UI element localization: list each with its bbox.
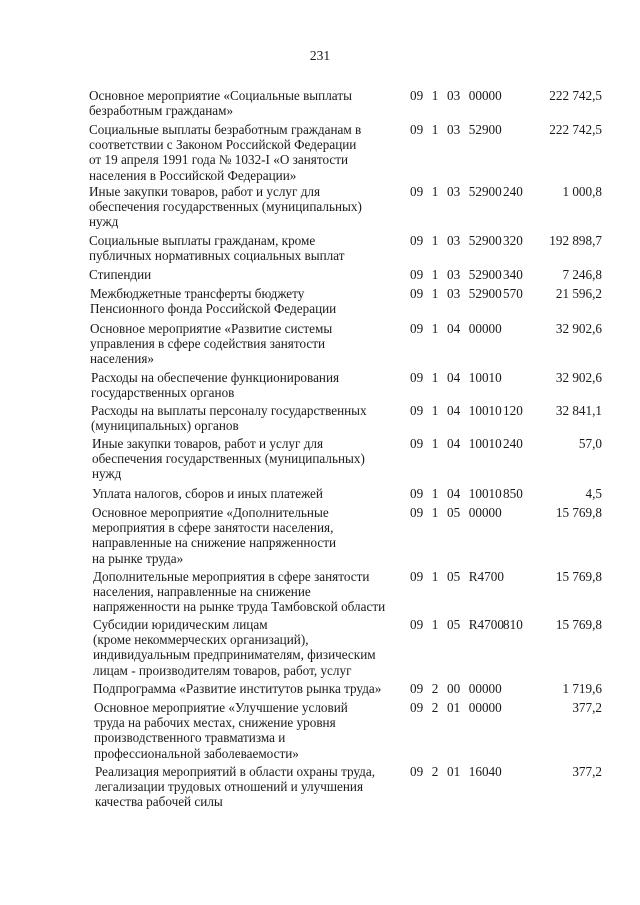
row-program-code: 09 1 04 10010 <box>410 436 502 451</box>
row-expense-kind: 570 <box>503 286 523 301</box>
row-name: Социальные выплаты гражданам, кроме публичных нормативных социальных выплат <box>89 233 345 264</box>
row-amount: 15 769,8 <box>555 569 602 584</box>
row-amount: 21 596,2 <box>555 286 602 301</box>
row-expense-kind: 120 <box>503 403 523 418</box>
row-expense-kind: 810 <box>503 617 523 632</box>
row-name: Социальные выплаты безработным гражданам в соответствии с Законом Российской Федерации от 19 апреля 1991 года № 1032-I «О занятости населения в Российской Федерации» <box>89 122 362 183</box>
row-program-code: 09 2 00 00000 <box>410 681 502 696</box>
row-name: Подпрограмма «Развитие институтов рынка труда» <box>93 681 382 696</box>
row-name: Основное мероприятие «Социальные выплаты безработным гражданам» <box>89 88 352 119</box>
row-name: Основное мероприятие «Развитие системы управления в сфере содействия занятости населения» <box>90 321 333 367</box>
row-name: Межбюджетные трансферты бюджету Пенсионного фонда Российской Федерации <box>90 286 337 317</box>
row-amount: 32 902,6 <box>555 370 602 385</box>
row-amount: 222 742,5 <box>549 122 602 137</box>
row-name: Расходы на обеспечение функционирования государственных органов <box>91 370 340 401</box>
row-program-code: 09 1 04 00000 <box>410 321 502 336</box>
page-number: 231 <box>309 48 331 63</box>
row-name: Расходы на выплаты персоналу государственных (муниципальных) органов <box>91 403 367 434</box>
row-program-code: 09 2 01 16040 <box>410 764 502 779</box>
row-name: Стипендии <box>89 267 152 282</box>
row-program-code: 09 1 03 52900 <box>410 233 502 248</box>
row-amount: 1 719,6 <box>562 681 602 696</box>
row-amount: 32 841,1 <box>555 403 602 418</box>
row-program-code: 09 1 05 R4700 <box>410 617 504 632</box>
row-name: Основное мероприятие «Дополнительные мероприятия в сфере занятости населения, направленные на снижение напряженности на рынке труда» <box>92 505 337 566</box>
row-expense-kind: 240 <box>503 436 523 451</box>
row-amount: 15 769,8 <box>555 505 602 520</box>
row-amount: 57,0 <box>578 436 602 451</box>
row-amount: 1 000,8 <box>562 184 602 199</box>
row-amount: 4,5 <box>585 486 602 501</box>
row-expense-kind: 320 <box>503 233 523 248</box>
row-program-code: 09 1 03 52900 <box>410 267 502 282</box>
row-name: Основное мероприятие «Улучшение условий труда на рабочих местах, снижение уровня производственного травматизма и профессиональной заболеваемости» <box>94 700 348 761</box>
row-amount: 32 902,6 <box>555 321 602 336</box>
row-name: Дополнительные мероприятия в сфере занятости населения, направленные на снижение напряженности на рынке труда Тамбовской области <box>93 569 386 615</box>
row-program-code: 09 1 04 10010 <box>410 370 502 385</box>
row-program-code: 09 1 05 00000 <box>410 505 502 520</box>
row-name: Уплата налогов, сборов и иных платежей <box>92 486 323 501</box>
row-expense-kind: 240 <box>503 184 523 199</box>
row-program-code: 09 1 03 52900 <box>410 184 502 199</box>
row-program-code: 09 1 04 10010 <box>410 486 502 501</box>
row-expense-kind: 340 <box>503 267 523 282</box>
row-amount: 7 246,8 <box>562 267 602 282</box>
row-program-code: 09 1 05 R4700 <box>410 569 504 584</box>
row-name: Иные закупки товаров, работ и услуг для обеспечения государственных (муниципальных) нужд <box>92 436 365 482</box>
row-name: Реализация мероприятий в области охраны труда, легализации трудовых отношений и улучшения качества рабочей силы <box>95 764 376 810</box>
row-program-code: 09 1 03 52900 <box>410 286 502 301</box>
row-amount: 377,2 <box>572 764 602 779</box>
row-program-code: 09 2 01 00000 <box>410 700 502 715</box>
row-program-code: 09 1 03 52900 <box>410 122 502 137</box>
row-program-code: 09 1 04 10010 <box>410 403 502 418</box>
row-amount: 15 769,8 <box>555 617 602 632</box>
row-name: Иные закупки товаров, работ и услуг для обеспечения государственных (муниципальных) нужд <box>89 184 362 230</box>
row-expense-kind: 850 <box>503 486 523 501</box>
row-program-code: 09 1 03 00000 <box>410 88 502 103</box>
row-amount: 192 898,7 <box>549 233 602 248</box>
row-name: Субсидии юридическим лицам (кроме некоммерческих организаций), индивидуальным предпринимателям, физическим лицам - производителям товаров, работ, услуг <box>93 617 376 678</box>
row-amount: 222 742,5 <box>549 88 602 103</box>
row-amount: 377,2 <box>572 700 602 715</box>
